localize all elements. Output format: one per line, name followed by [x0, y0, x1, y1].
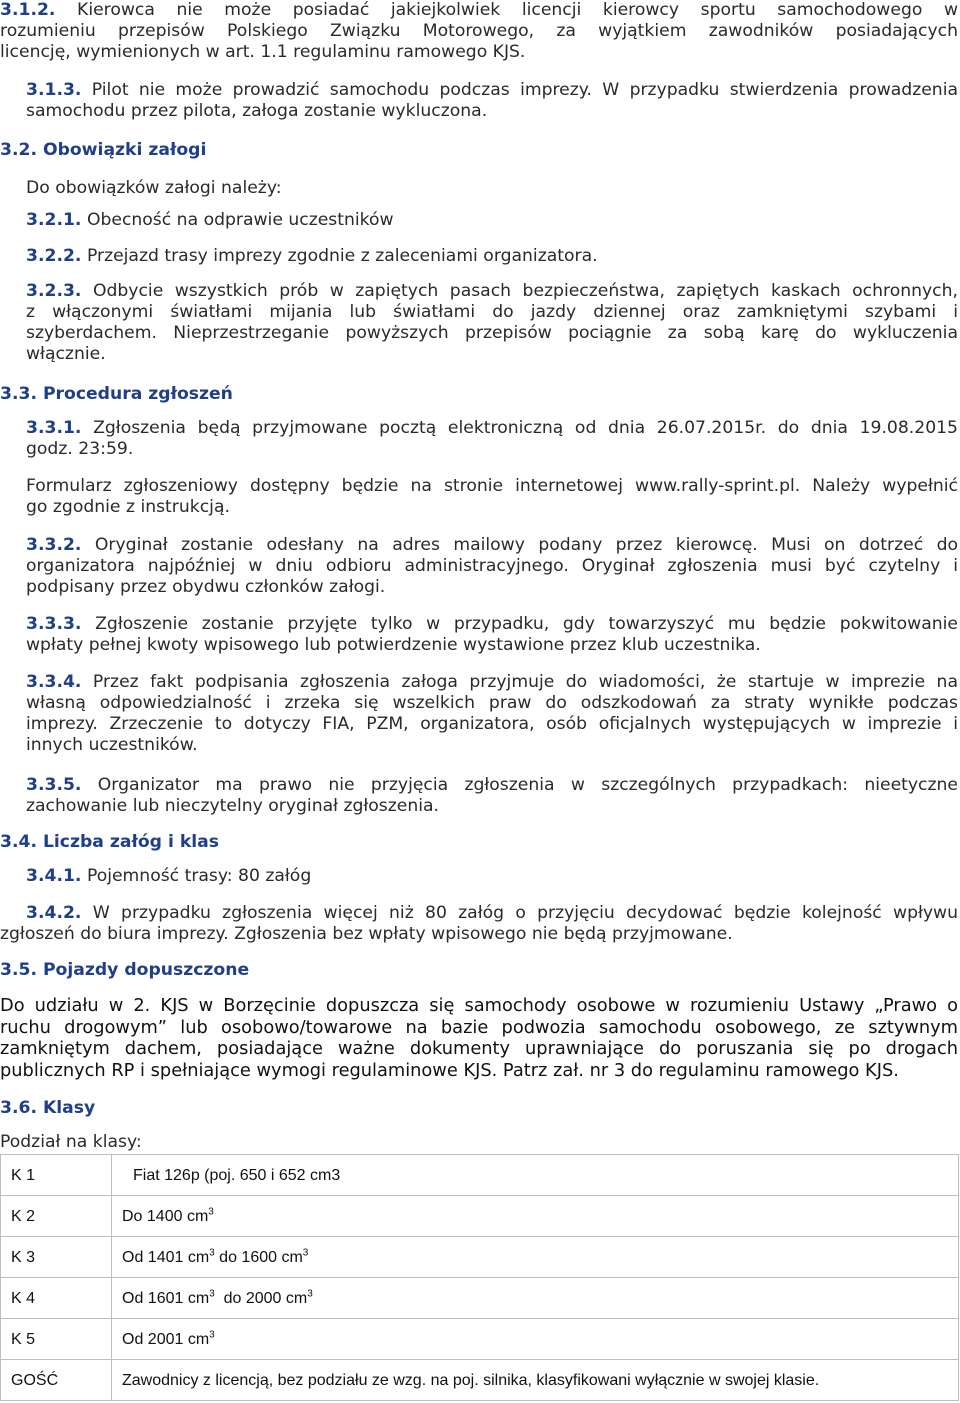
class-cell: GOŚĆ: [1, 1360, 112, 1401]
paragraph-text: licencję, wymienionych w art. 1.1 regulaminu ramowego KJS.: [0, 42, 526, 62]
paragraph-text: Do udziału w 2. KJS w Borzęcinie dopuszcza się samochody osobowe w rozumieniu Ustawy „Prawo o: [0, 995, 958, 1016]
superscript: 3: [209, 1247, 215, 1259]
section-number: 3.2.2.: [26, 246, 82, 266]
table-row: [1, 1319, 959, 1360]
paragraph-3-2-3: [26, 281, 958, 365]
paragraph-intro: Do obowiązków załogi należy:: [26, 178, 282, 198]
paragraph-3-3-1: [26, 418, 958, 460]
description-cell: [112, 1278, 959, 1319]
table-row: [1, 1155, 959, 1196]
paragraph-text: innych uczestników.: [26, 735, 198, 755]
description-cell: [112, 1360, 959, 1401]
paragraph-text: Kierowca nie może posiadać jakiejkolwiek licencji kierowcy sportu samochodowego w: [77, 0, 958, 20]
paragraph-text: wpłaty pełnej kwoty wpisowego lub potwierdzenie wystawione przez klub uczestnika.: [26, 635, 761, 655]
paragraph-text: Odbycie wszystkich prób w zapiętych pasach bezpieczeństwa, zapiętych kaskach ochronnych,: [92, 281, 958, 301]
paragraph-text: godz. 23:59.: [26, 439, 134, 459]
section-number: 3.4.2.: [26, 903, 82, 923]
paragraph-3-3-4: [26, 672, 958, 756]
paragraph-3-3-5: [26, 775, 958, 817]
paragraph-text: zgłoszeń do biura imprezy. Zgłoszenia bez wpłaty wpisowego nie będą przyjmowane.: [0, 924, 733, 944]
paragraph-text: samochodu przez pilota, załoga zostanie wykluczona.: [26, 101, 488, 121]
paragraph-text: imprezy. Zrzeczenie to dotyczy FIA, PZM, organizatora, osób oficjalnych występujących w imprezie i: [26, 714, 958, 734]
paragraph-text: Pojemność trasy: 80 załóg: [86, 866, 312, 886]
paragraph-intro: Podział na klasy:: [0, 1132, 142, 1152]
description-text: Od 1601 cm: [122, 1289, 210, 1307]
paragraph-3-1-2: [0, 0, 958, 63]
description-cell: [112, 1237, 959, 1278]
paragraph-text: szyberdachem. Nieprzestrzeganie powyższych przepisów pociągnie za sobą karę do wykluczenia: [26, 323, 958, 343]
table-row: [1, 1278, 959, 1319]
description-text: Od 1401 cm: [122, 1248, 210, 1266]
paragraph-text: Przejazd trasy imprezy zgodnie z zaleceniami organizatora.: [86, 246, 598, 266]
paragraph-3-1-3: [26, 80, 958, 122]
table-row: [1, 1237, 959, 1278]
paragraph-text: Przez fakt podpisania zgłoszenia załoga przyjmuje do wiadomości, że startuje w imprezie na: [92, 672, 958, 692]
paragraph-3-3-3: [26, 614, 958, 656]
superscript: 3: [209, 1329, 215, 1341]
paragraph-text: Formularz zgłoszeniowy dostępny będzie na stronie internetowej www.rally-sprint.pl. Należy wypełnić: [26, 476, 958, 496]
section-number: 3.3.2.: [26, 535, 82, 555]
superscript: 3: [307, 1288, 313, 1300]
paragraph-text: Organizator ma prawo nie przyjęcia zgłoszenia w szczególnych przypadkach: nieetyczne: [97, 775, 958, 795]
heading-3-5: 3.5. Pojazdy dopuszczone: [0, 960, 250, 980]
section-number: 3.3.5.: [26, 775, 82, 795]
paragraph-text: zamkniętym dachem, posiadające ważne dokumenty uprawniające do poruszania się po drogach: [0, 1038, 958, 1059]
description-cell: [112, 1196, 959, 1237]
class-cell: K 4: [1, 1278, 112, 1319]
class-cell: K 3: [1, 1237, 112, 1278]
description-text: Zawodnicy z licencją, bez podziału ze wzg. na poj. silnika, klasyfikowani wyłącznie w swojej klasie.: [122, 1371, 820, 1389]
paragraph-text: Obecność na odprawie uczestników: [86, 210, 394, 230]
paragraph-text: podpisany przez obydwu członków załogi.: [26, 577, 386, 597]
section-number: 3.1.2.: [0, 0, 56, 20]
paragraph-text: W przypadku zgłoszenia więcej niż 80 załóg o przyjęciu decydować będzie kolejność wpływu: [92, 903, 958, 923]
paragraph-text: Pilot nie może prowadzić samochodu podczas imprezy. W przypadku stwierdzenia prowadzenia: [91, 80, 959, 100]
paragraph-3-3-2: [26, 535, 958, 598]
superscript: 3: [302, 1247, 309, 1259]
heading-3-6: 3.6. Klasy: [0, 1098, 96, 1118]
paragraph-text: włącznie.: [26, 344, 106, 364]
description-text: do 1600 cm: [219, 1248, 303, 1266]
class-cell: K 2: [1, 1196, 112, 1237]
superscript: 3: [209, 1288, 215, 1300]
paragraph-text: z włączonymi światłami mijania lub światłami do jazdy dziennej oraz zamkniętymi szybami i: [26, 302, 958, 322]
description-cell: [112, 1319, 959, 1360]
section-number: 3.3.4.: [26, 672, 82, 692]
section-number: 3.3.1.: [26, 418, 82, 438]
paragraph-3-5: [0, 995, 958, 1081]
description-text: Od 2001 cm: [122, 1330, 210, 1348]
description-text: Fiat 126p (poj. 650 i 652 cm3: [133, 1166, 341, 1184]
paragraph-text: zachowanie lub nieczytelny oryginał zgłoszenia.: [26, 796, 440, 816]
paragraph-text: własną odpowiedzialność i zrzeka się wszelkich praw do odszkodowań za straty wynikłe podczas: [26, 693, 958, 713]
paragraph-form-info: [26, 476, 958, 518]
paragraph-text: Zgłoszenie zostanie przyjęte tylko w przypadku, gdy towarzyszyć mu będzie pokwitowanie: [95, 614, 958, 634]
paragraph-3-4-2: [0, 903, 958, 945]
paragraph-text: Zgłoszenia będą przyjmowane pocztą elektroniczną od dnia 26.07.2015r. do dnia 19.08.2015: [93, 418, 958, 438]
description-text: do 2000 cm: [223, 1289, 308, 1307]
class-cell: K 5: [1, 1319, 112, 1360]
heading-3-3: 3.3. Procedura zgłoszeń: [0, 384, 233, 404]
heading-3-2: 3.2. Obowiązki załogi: [0, 140, 207, 160]
table-row: [1, 1196, 959, 1237]
paragraph-text: organizatora najpóźniej w dniu odbioru administracyjnego. Oryginał zgłoszenia musi być czytelny i: [26, 556, 958, 576]
description-text: Do 1400 cm: [122, 1207, 209, 1225]
section-number: 3.2.1.: [26, 210, 82, 230]
paragraph-text: go zgodnie z instrukcją.: [26, 497, 230, 517]
table-row: [1, 1360, 959, 1401]
section-number: 3.3.3.: [26, 614, 82, 634]
section-number: 3.4.1.: [26, 866, 82, 886]
description-cell: [112, 1155, 959, 1196]
section-number: 3.1.3.: [26, 80, 82, 100]
heading-3-4: 3.4. Liczba załóg i klas: [0, 832, 219, 852]
paragraph-text: publicznych RP i spełniające wymogi regulaminowe KJS. Patrz zał. nr 3 do regulaminu ramowego KJS.: [0, 1059, 899, 1081]
paragraph-3-4-1: [26, 866, 311, 887]
paragraph-text: Oryginał zostanie odesłany na adres mailowy podany przez kierowcę. Musi on dotrzeć do: [94, 535, 959, 555]
paragraph-text: rozumieniu przepisów Polskiego Związku Motorowego, za wyjątkiem zawodników posiadających: [0, 21, 958, 41]
class-cell: K 1: [1, 1155, 112, 1196]
paragraph-3-2-2: [26, 246, 598, 267]
section-number: 3.2.3.: [26, 281, 82, 301]
superscript: 3: [208, 1206, 214, 1218]
classes-table: [0, 1154, 959, 1401]
paragraph-3-2-1: [26, 210, 394, 231]
paragraph-text: ruchu drogowym” lub osobowo/towarowe na bazie podwozia samochodu osobowego, ze sztywnym: [0, 1016, 958, 1038]
